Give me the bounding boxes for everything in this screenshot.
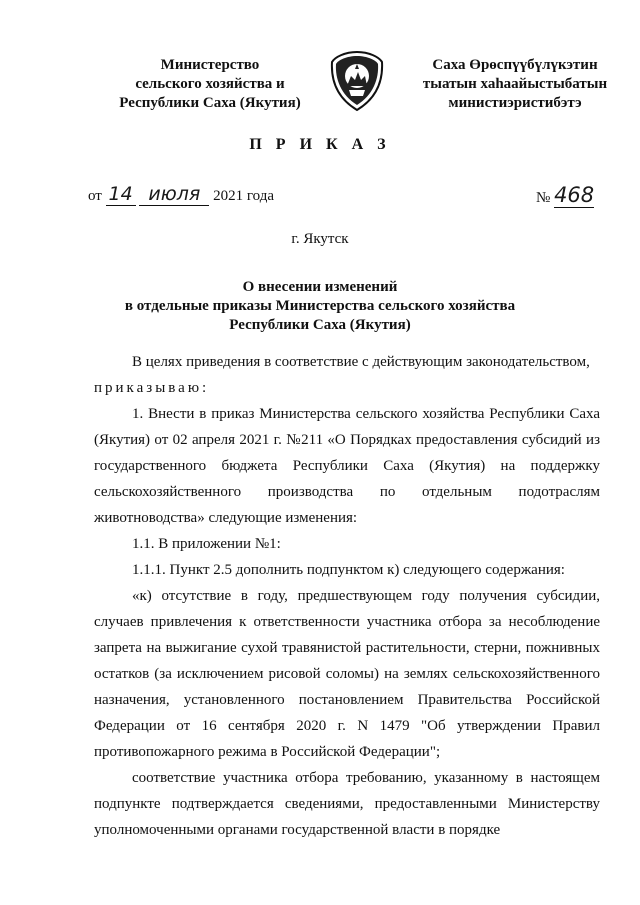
date-prefix: от bbox=[88, 188, 102, 204]
ministry-line-sah-3: министиэристибэтэ bbox=[448, 95, 582, 111]
preamble: В целях приведения в соответствие с действующим законодательством, bbox=[132, 354, 590, 370]
subject-line-1: О внесении изменений bbox=[242, 279, 398, 295]
ministry-line-sah-1: Саха Өрөспүүбүлүкэтин bbox=[432, 57, 598, 73]
order-subject bbox=[80, 278, 560, 335]
ministry-line-ru-1: Министерство bbox=[160, 57, 260, 73]
item-1-1-1: 1.1.1. Пункт 2.5 дополнить подпунктом к) следующего содержания: bbox=[132, 562, 565, 578]
order-body bbox=[94, 349, 600, 843]
date-year: 2021 bbox=[213, 188, 244, 204]
order-word: приказываю: bbox=[94, 380, 210, 396]
subject-line-3: Республики Саха (Якутия) bbox=[229, 317, 411, 333]
number-value: 468 bbox=[554, 183, 595, 207]
item-1: 1. Внести в приказ Министерства сельского хозяйства Республики Саха (Якутия) от 02 апреля 2021 г. №211 «О Порядках предоставления субсидий из государственного бюджета Республики Саха (Якутия) на поддержку сельскохозяйственного производства по отдельным подотраслям животноводства» следующие изменения: bbox=[94, 406, 600, 526]
date-day-field bbox=[106, 183, 136, 206]
subitem-k: «к) отсутствие в году, предшествующем году получения субсидии, случаев привлечения к ответственности участника отбора за несоблюдение запрета на выжигание сухой травянистой растительности, стерни, пожнивных остатков (за исключением рисовой соломы) на землях сельскохозяйственного назначения, установленного постановлением Правительства Российской Федерации от 16 сентября 2020 г. N 1479 "Об утверждении Правил противопожарного режима в Российской Федерации"; bbox=[94, 588, 600, 760]
order-number bbox=[536, 183, 594, 208]
ministry-name-yakut bbox=[395, 56, 635, 113]
compliance-paragraph: соответствие участника отбора требованию, указанному в настоящем подпункте подтверждается сведениями, предоставленными Министерству уполномоченными органами государственной власти в порядке bbox=[94, 770, 600, 838]
number-prefix: № bbox=[536, 190, 551, 206]
ministry-name-russian bbox=[100, 56, 320, 113]
coat-of-arms-emblem-icon bbox=[327, 50, 387, 112]
date-suffix: года bbox=[246, 188, 274, 204]
item-1-1: 1.1. В приложении №1: bbox=[132, 536, 281, 552]
ministry-line-sah-2: тыатын хаһаайыстыбатын bbox=[422, 76, 608, 92]
ministry-line-ru-2: сельского хозяйства и bbox=[135, 76, 285, 92]
subject-line-2: в отдельные приказы Министерства сельского хозяйства bbox=[124, 298, 516, 314]
city: г. Якутск bbox=[291, 231, 349, 247]
ministry-line-ru-3: Республики Саха (Якутия) bbox=[119, 95, 301, 111]
date-day: 14 bbox=[108, 183, 133, 205]
date-month-field bbox=[139, 183, 209, 206]
date-month: июля bbox=[148, 183, 201, 205]
number-field bbox=[554, 183, 594, 208]
order-date bbox=[88, 183, 274, 206]
document-title: П Р И К А З bbox=[249, 136, 391, 153]
